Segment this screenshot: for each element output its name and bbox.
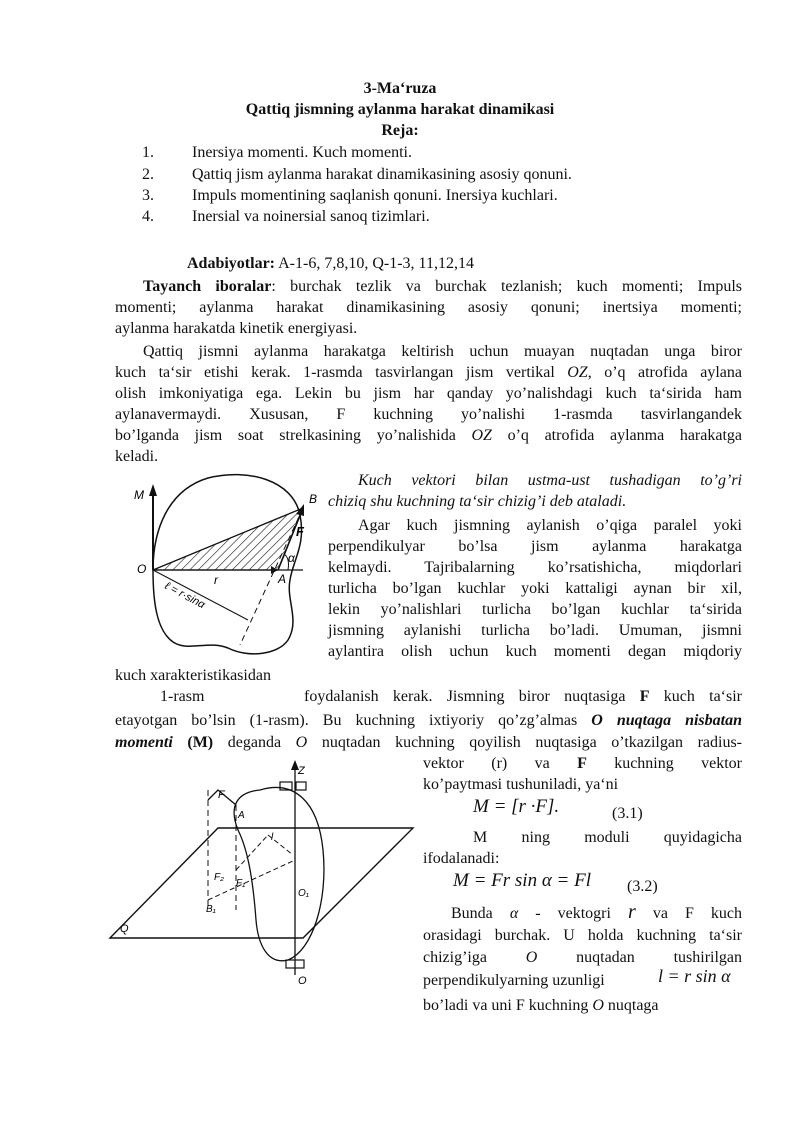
equation-number: (3.1) [612, 805, 643, 822]
paragraph-line: momenti (M) deganda O nuqtadan kuchning qoyilish nuqtasiga o’tkazilgan radius- [115, 734, 742, 751]
paragraph-line: kelmaydi. Tajribalarning ko’rsatishicha, miqdorlari [328, 559, 742, 576]
paragraph-line: ko’paytmasi tushuniladi, ya‘ni [423, 776, 619, 793]
lecture-title: Qattiq jismning aylanma harakat dinamikasi [245, 101, 555, 118]
paragraph-line: etayotgan bo’lsin (1-rasm). Bu kuchning ixtiyoriy qo’zg’almas O nuqtaga nisbatan [115, 712, 742, 729]
paragraph-line: kuch ta‘sir etishi kerak. 1-rasmda tasvirlangan jism vertikal OZ, o’q atrofida aylana [115, 364, 743, 381]
paragraph-line: aylantira olish uchun kuch momenti degan miqdoriy [328, 643, 742, 660]
paragraph-line: orasidagi burchak. U holda kuchning ta‘sir [423, 927, 742, 944]
formula-3-2: M = Fr sin α = Fl [453, 870, 592, 891]
keywords-line: aylanma harakatda kinetik energiyasi. [115, 320, 358, 337]
label-O1: O₁ [298, 888, 309, 899]
rigid-body-outline [234, 788, 324, 961]
label-alpha: α [288, 551, 295, 565]
paragraph-line: Qattiq jismni aylanma harakatga keltirish uchun muayan nuqtadan unga biror [143, 343, 742, 360]
definition-line: Kuch vektori bilan ustma-ust tushadigan to’g’ri [358, 472, 742, 489]
label-F: F [218, 789, 225, 801]
keywords-line: Tayanch iboralar: burchak tezlik va burchak tezlanish; kuch momenti; Impuls [143, 278, 743, 295]
paragraph-line: olish imkoniyatiga ega. Lekin bu jism har qanday yo’nalishdagi kuch ta‘sirida ham [115, 385, 742, 402]
paragraph-line: bo’lganda jism soat strelkasining yo’nalishida OZ o’q atrofida aylanma harakatga [115, 427, 743, 444]
paragraph-line: turlicha bo’lgan kuchlar yoki kattaligi aynan bir xil, [328, 580, 742, 597]
paragraph-line: aylanavermaydi. Xususan, F kuchning yo’nalishi 1-rasmda tasvirlangandek [115, 406, 742, 423]
lever-arm [153, 570, 248, 620]
figure-1-diagram [128, 470, 328, 670]
hatched-area [153, 508, 303, 570]
plan-item: 3. Impuls momentining saqlanish qonuni. Inersiya kuchlari. [142, 187, 558, 204]
paragraph-line: M ning moduli quyidagicha [473, 829, 742, 846]
label-Z: Z [298, 765, 305, 777]
paragraph-line: ifodalanadi: [423, 850, 500, 867]
paragraph-line: foydalanish kerak. Jismning biror nuqtasiga F kuch ta‘sir [304, 688, 743, 705]
lever-arm [236, 835, 268, 870]
label-F: F [296, 524, 304, 539]
lecture-number: 3-Ma‘ruza [363, 80, 437, 97]
paragraph-line: vektor (r) va F kuchning vektor [423, 755, 742, 772]
label-F2: F₂ [214, 872, 224, 883]
label-A: A [278, 572, 287, 586]
plan-item: 4. Inersial va noinersial sanoq tizimlari. [142, 208, 430, 225]
label-A: A [238, 810, 245, 821]
paragraph-line: perpendikulyarning uzunligi [423, 972, 605, 989]
figure-1-caption: 1-rasm [160, 688, 205, 705]
paragraph-line: keladi. [115, 448, 159, 465]
paragraph-line: chizig’iga O nuqtadan tushirilgan [423, 949, 743, 966]
label-Q: Q [120, 923, 129, 935]
literature: Adabiyotlar: A-1-6, 7,8,10, Q-1-3, 11,12,14 [187, 255, 474, 272]
literature-label: Adabiyotlar: [187, 255, 275, 272]
paragraph-line: kuch xarakteristikasidan [115, 667, 271, 684]
keywords-line: momenti; aylanma harakat dinamikasining asosiy qonuni; inertsiya momenti; [115, 299, 742, 316]
plan-item: 1. Inersiya momenti. Kuch momenti. [142, 144, 412, 161]
formula-3-1: M = [r ·F]. [473, 796, 560, 817]
paragraph-line: perpendikulyar bo’lsa jism aylanma harakatga [328, 538, 742, 555]
plan-item: 2. Qattiq jism aylanma harakat dinamikasining asosiy qonuni. [142, 166, 572, 183]
definition-line: chiziq shu kuchning ta‘sir chizig’i deb ataladi. [328, 493, 627, 510]
label-r: r [214, 573, 218, 587]
label-O: O [298, 975, 307, 987]
equation-number: (3.2) [627, 878, 658, 895]
plan-heading: Reja: [381, 122, 419, 139]
label-B: B [309, 492, 318, 506]
label-O: O [137, 562, 147, 576]
plane-Q [110, 828, 413, 938]
paragraph-line: bo’ladi va uni F kuchning O nuqtaga [423, 997, 659, 1014]
label-l: ℓ = r·sinα [162, 580, 207, 612]
figure-2-diagram [108, 760, 418, 990]
paragraph-line: Bunda α - vektogri r va F kuch [451, 901, 742, 923]
label-F1: F₁ [236, 878, 246, 889]
paragraph-line: lekin yo’nalishlari turlicha bo’lgan kuchlar ta‘sirida [328, 601, 742, 618]
label-l: l [271, 832, 274, 843]
formula-lever-arm: l = r sin α [658, 966, 731, 986]
label-B1: B₁ [206, 904, 216, 915]
paragraph-line: Agar kuch jismning aylanish o’qiga paralel yoki [358, 517, 742, 534]
paragraph-line: jismning aylanishi turlicha bo’ladi. Umuman, jismni [328, 622, 742, 639]
label-M: M [134, 488, 144, 502]
